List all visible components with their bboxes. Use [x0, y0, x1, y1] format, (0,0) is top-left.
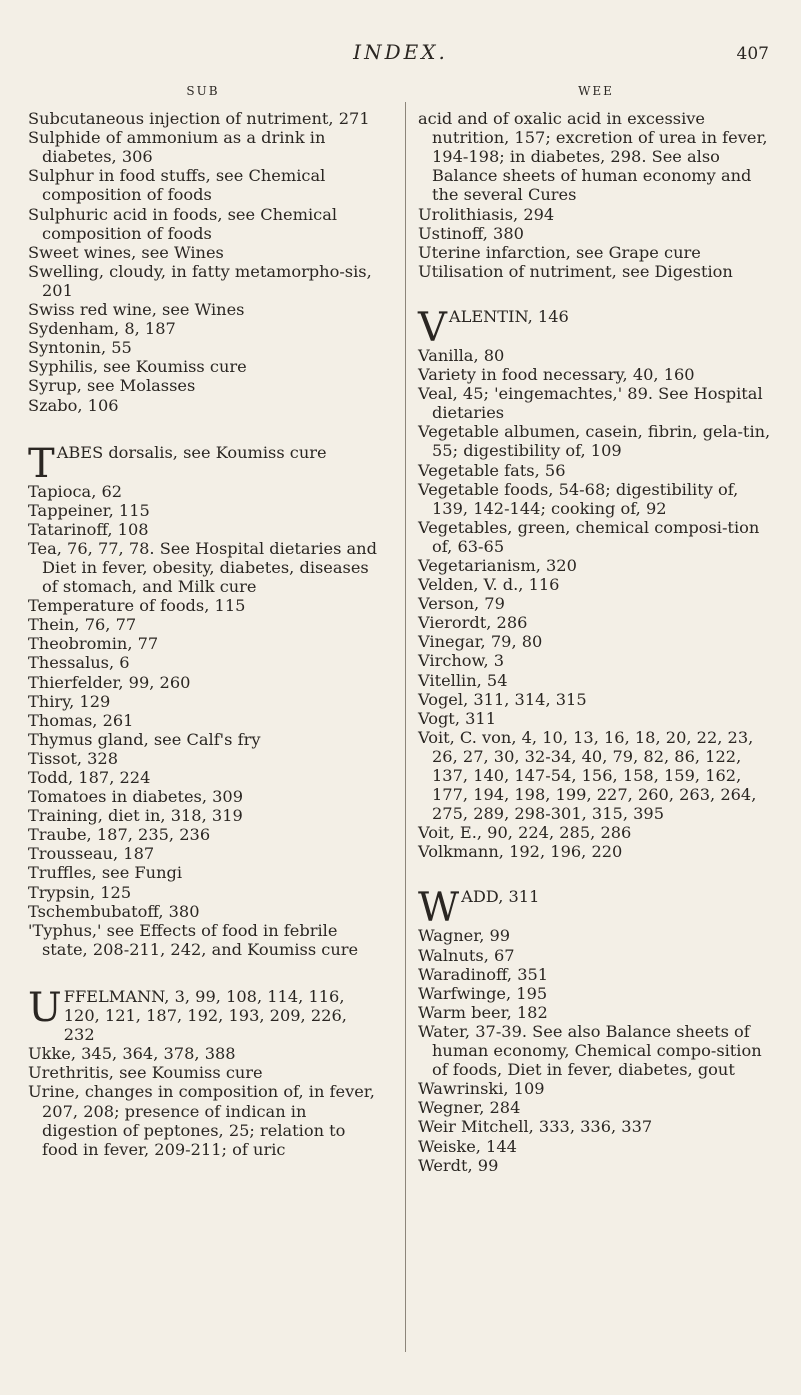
index-entry: Volkmann, 192, 196, 220	[418, 842, 623, 862]
index-entry: Vierordt, 286	[418, 613, 528, 633]
entries-s	[28, 109, 378, 415]
index-entry: Vegetable foods, 54-68; digestibility of, 139, 142-144; cooking of, 92	[418, 479, 739, 518]
index-entry: Syrup, see Molasses	[28, 376, 196, 396]
index-entry: Theobromin, 77	[28, 634, 159, 654]
index-entry: Todd, 187, 224	[28, 768, 151, 787]
index-entry: Wawrinski, 109	[418, 1079, 545, 1099]
entries-u	[28, 1044, 378, 1159]
running-head	[0, 40, 801, 70]
index-entry: Thein, 76, 77	[28, 615, 137, 635]
index-entry: Thierfelder, 99, 260	[28, 672, 191, 692]
index-entry: Vinegar, 79, 80	[418, 632, 543, 652]
index-entry: Vogt, 311	[418, 708, 497, 728]
section-t-first	[28, 440, 378, 487]
index-entry: Swelling, cloudy, in fatty metamorpho-sis, 201	[28, 261, 372, 300]
index-entry: Sulphide of ammonium as a drink in diabetes, 306	[28, 128, 326, 167]
index-entry: Weiske, 144	[418, 1136, 517, 1156]
index-entry: Warfwinge, 195	[418, 983, 548, 1003]
index-entry: Thomas, 261	[28, 710, 134, 730]
index-entry: Vegetables, green, chemical composi-tion of, 63-65	[418, 517, 760, 556]
index-entry: Vegetable albumen, casein, fibrin, gela-tin, 55; digestibility of, 109	[418, 422, 771, 461]
index-entry: Weir Mitchell, 333, 336, 337	[418, 1117, 653, 1137]
section-v-first-text: ALENTIN, 146	[448, 306, 569, 326]
right-column	[418, 82, 774, 1175]
index-entry: Wagner, 99	[418, 926, 511, 946]
index-entry: Syphilis, see Koumiss cure	[28, 357, 247, 377]
index-entry: Temperature of foods, 115	[28, 596, 246, 616]
index-entry: Syntonin, 55	[28, 338, 132, 358]
index-entry: Warm beer, 182	[418, 1002, 548, 1022]
section-t-first-text: ABES dorsalis, see Koumiss cure	[56, 442, 327, 462]
index-entry: Trousseau, 187	[28, 844, 155, 864]
left-column	[28, 82, 378, 1159]
index-entry: Tatarinoff, 108	[28, 519, 149, 539]
index-entry: Thymus gland, see Calf's fry	[28, 729, 261, 749]
entries-t	[28, 482, 378, 959]
dropcap-u: U	[28, 984, 62, 1031]
dropcap-w: W	[418, 885, 460, 932]
index-entry: Thessalus, 6	[28, 653, 130, 673]
index-entry: Uterine infarction, see Grape cure	[418, 242, 701, 262]
index-entry: Velden, V. d., 116	[418, 575, 560, 595]
index-entry: Tapioca, 62	[28, 481, 123, 501]
index-entry: Swiss red wine, see Wines	[28, 300, 245, 320]
index-title: INDEX.	[353, 40, 448, 64]
index-entry: Tappeiner, 115	[28, 500, 150, 520]
index-entry: Werdt, 99	[418, 1155, 499, 1175]
index-entry: Urolithiasis, 294	[418, 204, 555, 224]
index-entry: Tomatoes in diabetes, 309	[28, 787, 244, 807]
index-entry: Tissot, 328	[28, 748, 119, 768]
index-entry: Veal, 45; 'eingemachtes,' 89. See Hospital dietaries	[418, 384, 763, 423]
index-entry: Sulphur in food stuffs, see Chemical composition of foods	[28, 166, 326, 205]
index-entry: Trypsin, 125	[28, 882, 132, 902]
index-entry: acid and of oxalic acid in excessive nutrition, 157; excretion of urea in fever, 194-198; in diabetes, 298. See also Balance sheets of human economy and the several Cures	[418, 109, 768, 205]
index-entry: Subcutaneous injection of nutriment, 271	[28, 109, 370, 129]
index-entry: Variety in food necessary, 40, 160	[418, 365, 695, 385]
index-entry: Szabo, 106	[28, 395, 119, 415]
index-entry: Water, 37-39. See also Balance sheets of human economy, Chemical compo-sition of foods, Diet in fever, diabetes, gout	[418, 1021, 762, 1080]
index-entry: Sydenham, 8, 187	[28, 319, 176, 339]
index-entry: Vegetarianism, 320	[418, 555, 577, 575]
index-entry: Urine, changes in composition of, in fever, 207, 208; presence of indican in digestion of peptones, 25; relation to food in fever, 209-211; of uric	[28, 1082, 375, 1159]
index-entry: Vanilla, 80	[418, 345, 505, 365]
entries-v	[418, 346, 774, 862]
index-entry: Sulphuric acid in foods, see Chemical composition of foods	[28, 204, 338, 243]
index-entry: Utilisation of nutriment, see Digestion	[418, 261, 733, 281]
index-entry: Truffles, see Fungi	[28, 863, 183, 883]
section-u-first	[28, 984, 378, 1045]
index-entry: Sweet wines, see Wines	[28, 242, 224, 262]
index-entry: Training, diet in, 318, 319	[28, 806, 243, 826]
index-entry: Vitellin, 54	[418, 670, 508, 690]
index-entry: 'Typhus,' see Effects of food in febrile state, 208-211, 242, and Koumiss cure	[28, 920, 359, 959]
section-v-first	[418, 304, 774, 351]
index-entry: Wegner, 284	[418, 1098, 521, 1118]
index-entry: Tschembubatoff, 380	[28, 901, 200, 921]
right-guide-word: WEE	[578, 84, 614, 98]
index-entry: Voit, E., 90, 224, 285, 286	[418, 823, 632, 843]
index-entry: Traube, 187, 235, 236	[28, 825, 211, 845]
index-entry: Urethritis, see Koumiss cure	[28, 1063, 263, 1083]
column-divider	[405, 102, 406, 1352]
index-entry: Verson, 79	[418, 594, 505, 614]
entries-u-continued	[418, 109, 774, 281]
section-u-first-text: FFELMANN, 3, 99, 108, 114, 116, 120, 121, 187, 192, 193, 209, 226, 232	[63, 986, 347, 1045]
index-entry: Waradinoff, 351	[418, 964, 549, 984]
entries-w	[418, 926, 774, 1174]
index-entry: Ukke, 345, 364, 378, 388	[28, 1044, 236, 1064]
index-entry: Ustinoff, 380	[418, 223, 524, 243]
index-entry: Vegetable fats, 56	[418, 460, 566, 480]
dropcap-v: V	[418, 304, 447, 351]
index-entry: Voit, C. von, 4, 10, 13, 16, 18, 20, 22, 23, 26, 27, 30, 32-34, 40, 79, 82, 86, 122, 137, 140, 147-54, 156, 158, 159, 162, 177, 194, 198, 199, 227, 260, 263, 264, 275, 289, 298-301, 315, 395	[418, 727, 757, 824]
index-entry: Vogel, 311, 314, 315	[418, 689, 587, 709]
index-entry: Virchow, 3	[418, 651, 505, 671]
index-entry: Thiry, 129	[28, 691, 111, 711]
section-w-first	[418, 885, 774, 932]
index-entry: Walnuts, 67	[418, 945, 515, 965]
page-number: 407	[736, 44, 769, 64]
left-guide-word: SUB	[186, 84, 220, 98]
dropcap-t: T	[28, 440, 55, 487]
section-w-first-text: ADD, 311	[461, 887, 540, 907]
index-entry: Tea, 76, 77, 78. See Hospital dietaries and Diet in fever, obesity, diabetes, diseases of stomach, and Milk cure	[28, 538, 377, 597]
